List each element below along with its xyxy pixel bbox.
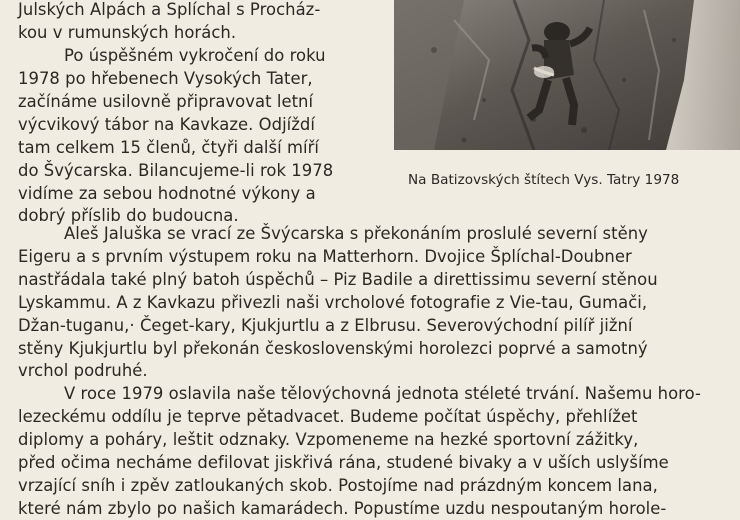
text-line: výcvikový tábor na Kavkaze. Odjíždí	[18, 115, 315, 134]
text-line: Po úspěšném vykročení do roku	[64, 46, 326, 65]
text-line: Lyskammu. A z Kavkazu přivezli naši vrcholové fotografie z Vie-tau, Gumači,	[18, 293, 648, 312]
text-line: před očima necháme defilovat jiskřivá rána, studené bivaky a v uších uslyšíme	[18, 453, 669, 472]
text-line: Džan-tuganu,· Čeget-kary, Kjukjurtlu a z Elbrusu. Severovýchodní pilíř jižní	[18, 316, 633, 335]
text-line: nastřádala také plný batoh úspěchů – Piz Badile a direttissimu severní stěnou	[18, 270, 658, 289]
text-line: Aleš Jaluška se vrací ze Švýcarska s překonáním proslulé severní stěny	[64, 224, 648, 243]
text-segment: leté trvání. Našemu horo-	[489, 384, 701, 403]
text-line: stěny Kjukjurtlu byl překonán československými horolezci poprvé a samotný	[18, 339, 648, 358]
text-line: 1978 po hřebenech Vysokých Tater,	[18, 69, 313, 88]
text-line: vrchol podruhé.	[18, 361, 148, 380]
text-line: do Švýcarska. Bilancujeme-li rok 1978	[18, 161, 334, 180]
text-line: vidíme za sebou hodnotné výkony a	[18, 184, 316, 203]
text-line: začínáme usilovně připravovat letní	[18, 92, 314, 111]
text-line: Julských Alpách a Splíchal s Procház-	[18, 0, 321, 19]
climbing-photo	[394, 0, 740, 150]
text-line: které nám zbylo po našich kamarádech. Popustíme uzdu nespoutaným horole-	[18, 499, 667, 518]
text-segment: V roce 1979 oslavila naše tělovýchovná jednota sté	[64, 384, 490, 403]
text-line: kou v rumunských horách.	[18, 23, 237, 42]
text-line	[64, 382, 701, 405]
text-line: lezeckému oddílu je teprve pětadvacet. Budeme počítat úspěchy, přehlížet	[18, 407, 638, 426]
text-line: diplomy a poháry, leštit odznaky. Vzpomeneme na hezké sportovní zážitky,	[18, 430, 639, 449]
text-line: dobrý příslib do budoucna.	[18, 206, 239, 225]
text-line: Eigeru a s prvním výstupem roku na Matterhorn. Dvojice Šplíchal-Doubner	[18, 247, 632, 266]
photo-caption: Na Batizovských štítech Vys. Tatry 1978	[408, 172, 680, 188]
text-line: tam celkem 15 členů, čtyři další míří	[18, 138, 319, 157]
text-line: vrzající sníh i zpěv zatloukaných skob. Postojíme nad prázdným koncem lana,	[18, 476, 658, 495]
